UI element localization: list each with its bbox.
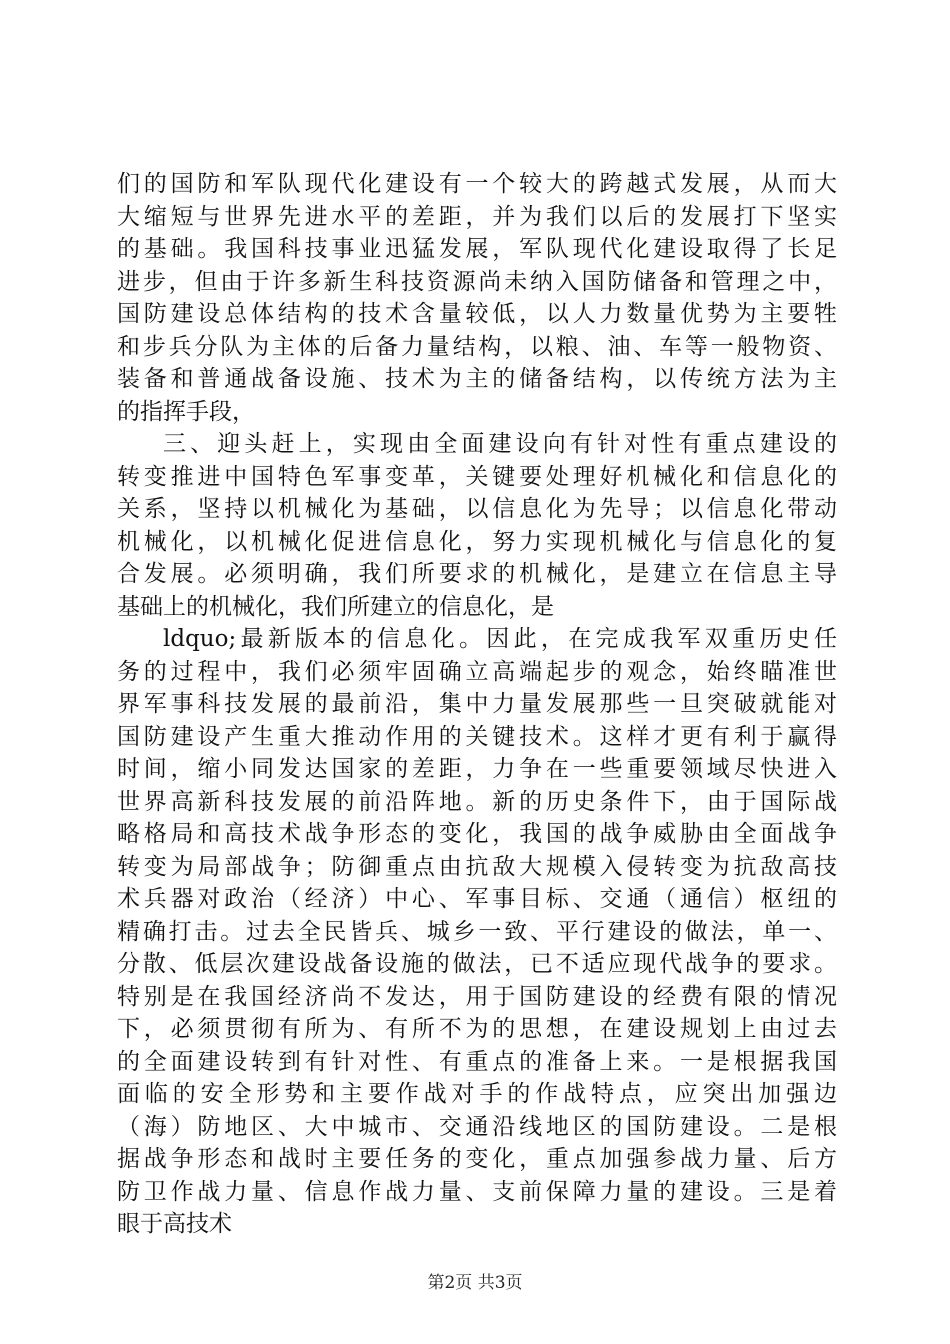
text-line: 转变推进中国特色军事变革，关键要处理好机械化和信息化的 [117, 463, 837, 490]
page-number-footer: 第2页 共3页 [427, 1273, 523, 1293]
text-line: 关系，坚持以机械化为基础，以信息化为先导；以信息化带动 [117, 496, 837, 522]
text-line: ldquo;最新版本的信息化。因此，在完成我军双重历史任 [163, 626, 837, 652]
text-line: 据战争形态和战时主要任务的变化，重点加强参战力量、后方 [117, 1146, 837, 1172]
text-line: 机械化，以机械化促进信息化，努力实现机械化与信息化的复 [117, 528, 837, 555]
text-line: 进步，但由于许多新生科技资源尚未纳入国防储备和管理之中， [117, 268, 837, 295]
text-line: 国防建设总体结构的技术含量较低，以人力数量优势为主要牲 [117, 301, 837, 327]
text-line: 装备和普通战备设施、技术为主的储备结构，以传统方法为主 [117, 366, 837, 392]
text-line: 眼于高技术 [117, 1211, 232, 1237]
text-line: 面临的安全形势和主要作战对手的作战特点，应突出加强边 [117, 1081, 837, 1107]
text-line: 们的国防和军队现代化建设有一个较大的跨越式发展，从而大 [117, 171, 837, 197]
text-line: 精确打击。过去全民皆兵、城乡一致、平行建设的做法，单一、 [117, 918, 837, 945]
text-line: 特别是在我国经济尚不发达，用于国防建设的经费有限的情况 [117, 983, 837, 1010]
text-line: 世界高新科技发展的前沿阵地。新的历史条件下，由于国际战 [117, 788, 837, 815]
text-line: 术兵器对政治（经济）中心、军事目标、交通（通信）枢纽的 [117, 886, 837, 912]
section-heading-line: 三、迎头赶上，实现由全面建设向有针对性有重点建设的 [163, 431, 837, 457]
text-line: 和步兵分队为主体的后备力量结构，以粮、油、车等一般物资、 [117, 333, 837, 360]
text-line: 转变为局部战争；防御重点由抗敌大规模入侵转变为抗敌高技 [117, 853, 837, 880]
text-line: 的指挥手段， [117, 398, 255, 425]
text-line: 防卫作战力量、信息作战力量、支前保障力量的建设。三是着 [117, 1178, 837, 1205]
text-line: 时间，缩小同发达国家的差距，力争在一些重要领域尽快进入 [117, 756, 837, 782]
text-line: 大缩短与世界先进水平的差距，并为我们以后的发展打下坚实 [117, 203, 837, 230]
text-line: 的基础。我国科技事业迅猛发展，军队现代化建设取得了长足 [117, 236, 837, 262]
text-line: 分散、低层次建设战备设施的做法，已不适应现代战争的要求。 [117, 951, 837, 977]
text-line: 合发展。必须明确，我们所要求的机械化，是建立在信息主导 [117, 561, 837, 587]
body-text [117, 168, 837, 1241]
text-line: 的全面建设转到有针对性、有重点的准备上来。一是根据我国 [117, 1048, 837, 1075]
text-line: 国防建设产生重大推动作用的关键技术。这样才更有利于赢得 [117, 723, 837, 750]
text-line: 基础上的机械化，我们所建立的信息化，是 [117, 593, 554, 620]
text-line: 下，必须贯彻有所为、有所不为的思想，在建设规划上由过去 [117, 1016, 837, 1042]
text-line: （海）防地区、大中城市、交通沿线地区的国防建设。二是根 [117, 1113, 837, 1140]
text-line: 略格局和高技术战争形态的变化，我国的战争威胁由全面战争 [117, 821, 837, 847]
text-line: 界军事科技发展的最前沿，集中力量发展那些一旦突破就能对 [117, 691, 837, 717]
text-line: 务的过程中，我们必须牢固确立高端起步的观念，始终瞄准世 [117, 658, 837, 685]
